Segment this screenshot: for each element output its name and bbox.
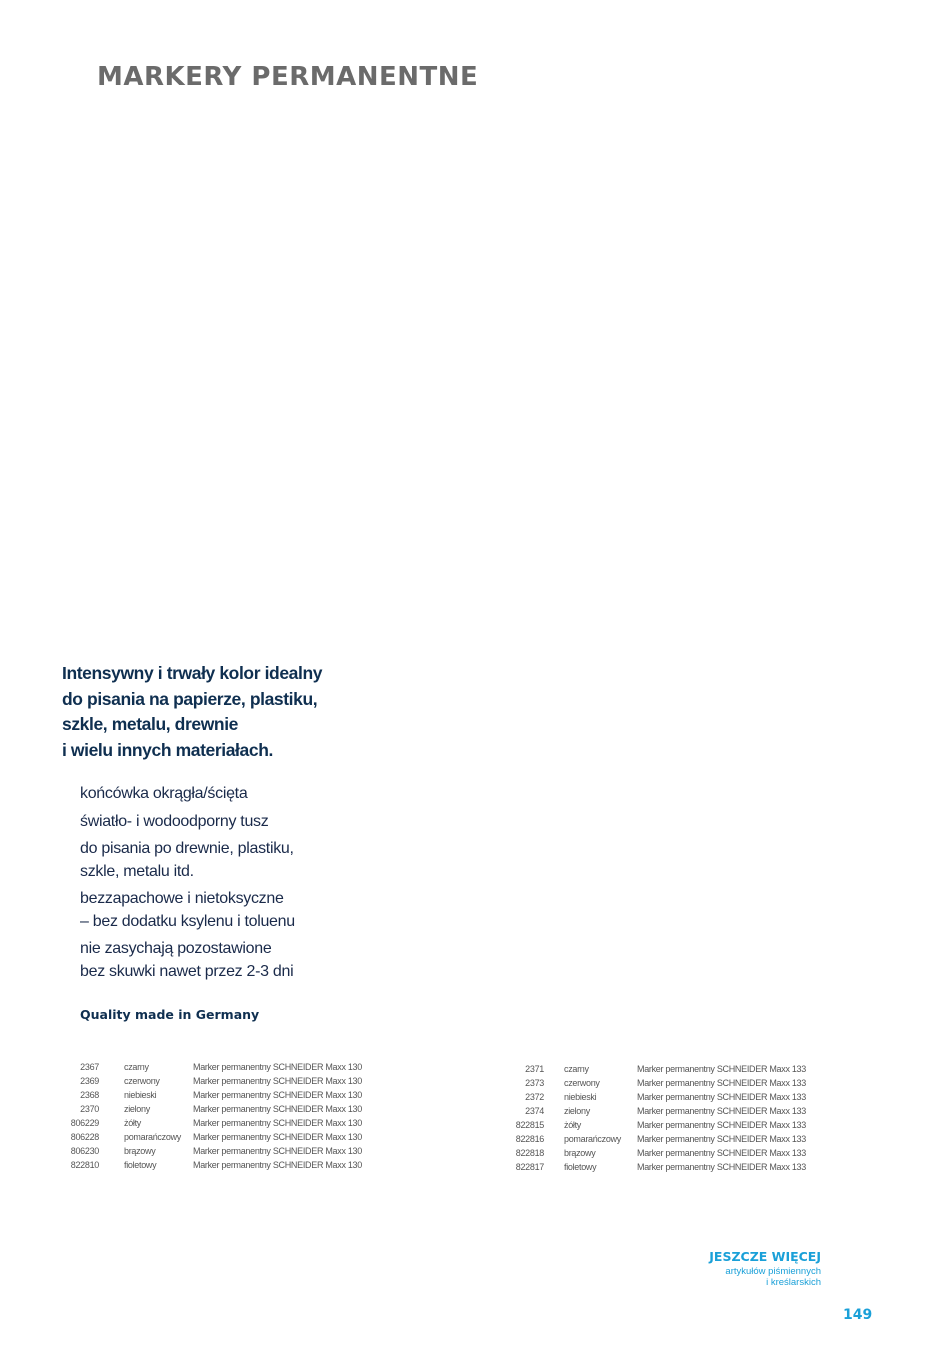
product-code: 822816 [515, 1134, 544, 1144]
product-code: 2373 [525, 1078, 544, 1088]
headline-line: i wielu innych materiałach. [62, 739, 273, 760]
product-table-maxx-130 [60, 1060, 362, 1172]
page-number: 149 [843, 1307, 873, 1323]
headline [62, 661, 362, 763]
feature-line: – bez dodatku ksylenu i toluenu [80, 912, 295, 930]
feature-item [80, 783, 380, 806]
feature-item [80, 838, 380, 883]
table-row [505, 1160, 806, 1174]
product-name: Marker permanentny SCHNEIDER Maxx 130 [193, 1076, 362, 1086]
product-code: 2374 [525, 1106, 544, 1116]
headline-line: do pisania na papierze, plastiku, [62, 688, 318, 709]
product-name: Marker permanentny SCHNEIDER Maxx 130 [193, 1062, 362, 1072]
product-color: zielony [564, 1106, 590, 1116]
product-name: Marker permanentny SCHNEIDER Maxx 133 [637, 1148, 806, 1158]
product-name: Marker permanentny SCHNEIDER Maxx 133 [637, 1106, 806, 1116]
feature-line: nie zasychają pozostawione [80, 940, 272, 957]
product-color: żółty [564, 1120, 582, 1130]
product-color: czarny [124, 1062, 149, 1072]
product-color: pomarańczowy [564, 1134, 621, 1144]
product-name: Marker permanentny SCHNEIDER Maxx 133 [637, 1162, 806, 1172]
feature-item [80, 938, 380, 983]
headline-line: Intensywny i trwały kolor idealny [62, 663, 323, 683]
feature-list [80, 783, 380, 988]
promo-title: JESZCZE WIĘCEJ [709, 1249, 821, 1264]
product-name: Marker permanentny SCHNEIDER Maxx 130 [193, 1160, 362, 1170]
product-code: 822810 [70, 1160, 99, 1170]
table-row [505, 1062, 806, 1076]
feature-line: bezzapachowe i nietoksyczne [80, 890, 284, 907]
feature-line: szkle, metalu itd. [80, 862, 194, 880]
product-color: niebieski [124, 1090, 157, 1100]
product-code: 822817 [515, 1162, 544, 1172]
product-name: Marker permanentny SCHNEIDER Maxx 130 [193, 1146, 362, 1156]
promo-subtitle-line: artykułów piśmiennych [725, 1266, 821, 1277]
quality-note: Quality made in Germany [80, 1007, 260, 1022]
product-code: 2367 [80, 1062, 99, 1072]
feature-line: do pisania po drewnie, plastiku, [80, 840, 294, 857]
product-color: zielony [124, 1104, 150, 1114]
product-code: 2372 [525, 1092, 544, 1102]
product-name: Marker permanentny SCHNEIDER Maxx 130 [193, 1118, 362, 1128]
promo-block [709, 1248, 821, 1288]
product-color: żółty [124, 1118, 142, 1128]
product-name: Marker permanentny SCHNEIDER Maxx 130 [193, 1104, 362, 1114]
product-code: 822818 [515, 1148, 544, 1158]
table-row [60, 1060, 362, 1074]
table-row [60, 1130, 362, 1144]
table-row [60, 1158, 362, 1172]
product-color: pomarańczowy [124, 1132, 181, 1142]
product-code: 822815 [515, 1120, 544, 1130]
table-row [60, 1144, 362, 1158]
table-row [60, 1074, 362, 1088]
product-color: czerwony [124, 1076, 160, 1086]
product-name: Marker permanentny SCHNEIDER Maxx 133 [637, 1092, 806, 1102]
product-code: 806228 [70, 1132, 99, 1142]
table-row [505, 1132, 806, 1146]
page-title: MARKERY PERMANENTNE [97, 62, 479, 92]
product-table-maxx-133 [505, 1062, 806, 1174]
product-color: brązowy [124, 1146, 156, 1156]
product-code: 2368 [80, 1090, 99, 1100]
table-row [60, 1116, 362, 1130]
product-code: 806230 [70, 1146, 99, 1156]
table-row [505, 1076, 806, 1090]
product-color: brązowy [564, 1148, 596, 1158]
product-name: Marker permanentny SCHNEIDER Maxx 130 [193, 1132, 362, 1142]
product-code: 806229 [70, 1118, 99, 1128]
product-code: 2369 [80, 1076, 99, 1086]
table-row [60, 1088, 362, 1102]
feature-line: bez skuwki nawet przez 2-3 dni [80, 962, 294, 980]
table-row [505, 1118, 806, 1132]
product-color: czarny [564, 1064, 589, 1074]
product-color: niebieski [564, 1092, 597, 1102]
promo-subtitle-line: i kreślarskich [766, 1277, 821, 1288]
product-color: fioletowy [124, 1160, 157, 1170]
product-name: Marker permanentny SCHNEIDER Maxx 133 [637, 1078, 806, 1088]
product-name: Marker permanentny SCHNEIDER Maxx 133 [637, 1134, 806, 1144]
product-name: Marker permanentny SCHNEIDER Maxx 133 [637, 1064, 806, 1074]
product-color: fioletowy [564, 1162, 597, 1172]
feature-line: światło- i wodoodporny tusz [80, 812, 269, 830]
product-name: Marker permanentny SCHNEIDER Maxx 130 [193, 1090, 362, 1100]
table-row [505, 1146, 806, 1160]
feature-line: końcówka okrągła/ścięta [80, 785, 248, 802]
feature-item [80, 811, 380, 834]
product-color: czerwony [564, 1078, 600, 1088]
product-name: Marker permanentny SCHNEIDER Maxx 133 [637, 1120, 806, 1130]
product-code: 2371 [525, 1064, 544, 1074]
table-row [505, 1104, 806, 1118]
feature-item [80, 888, 380, 933]
table-row [505, 1090, 806, 1104]
product-code: 2370 [80, 1104, 99, 1114]
headline-line: szkle, metalu, drewnie [62, 714, 238, 734]
table-row [60, 1102, 362, 1116]
